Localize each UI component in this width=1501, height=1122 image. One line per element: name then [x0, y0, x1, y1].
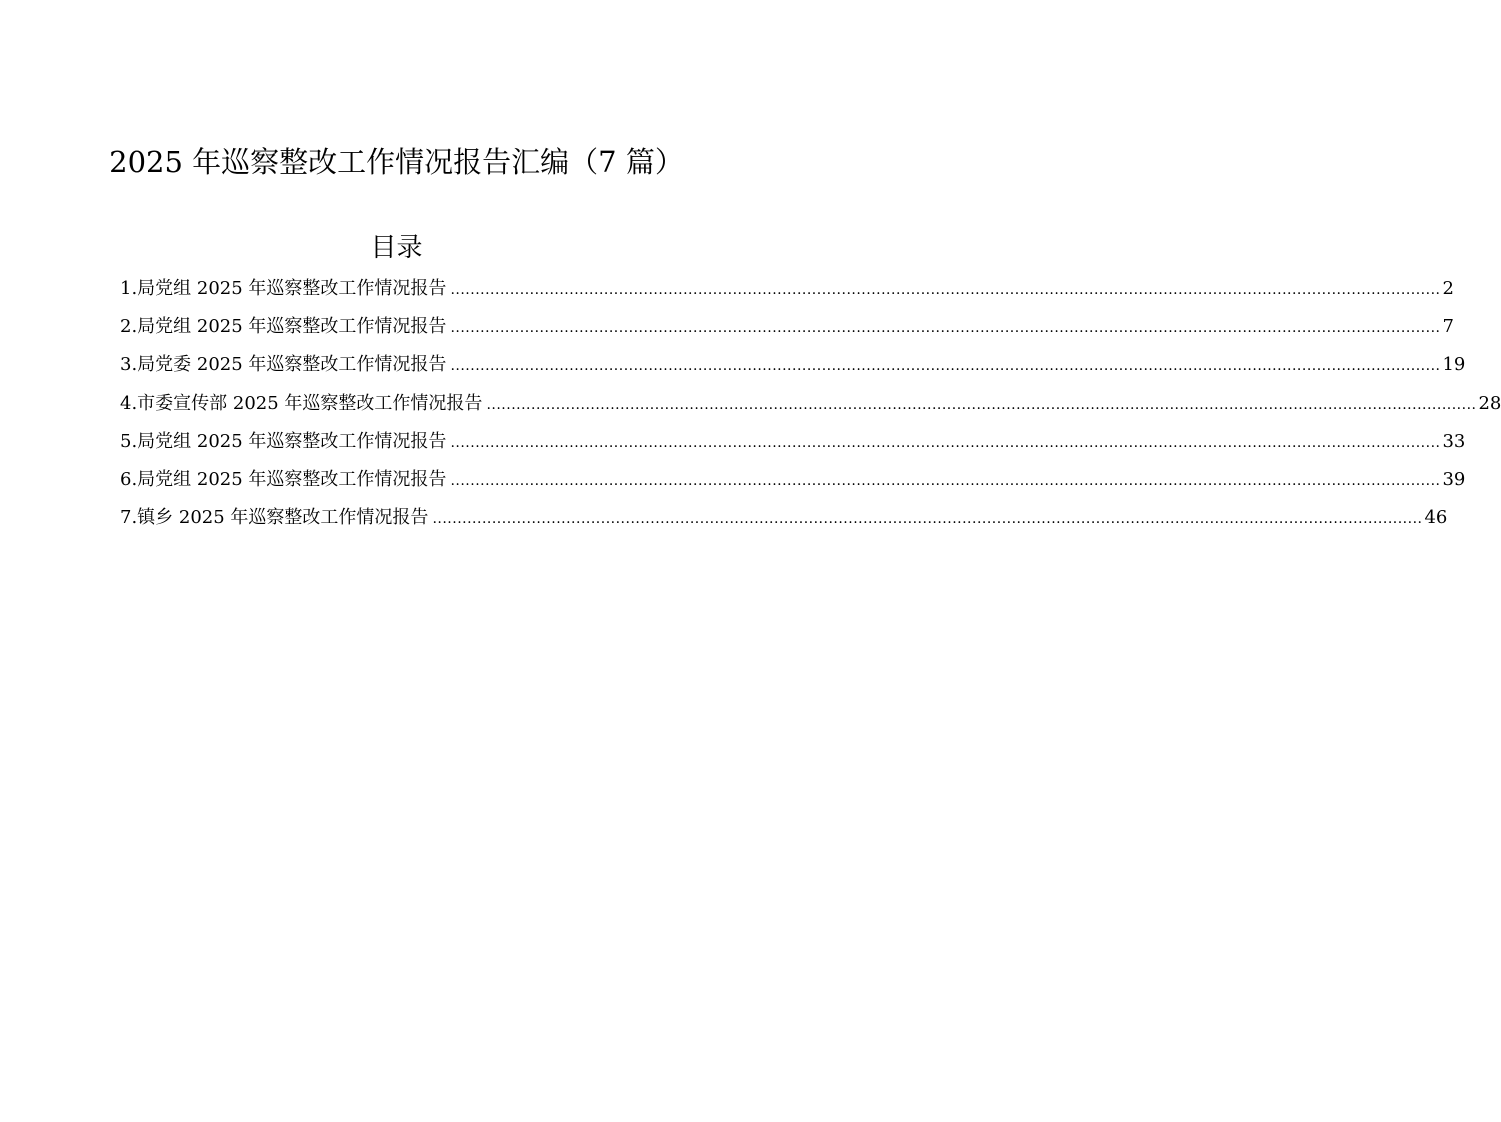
toc-entry-2[interactable]	[120, 314, 1454, 352]
toc-leader-dots: ........................................................................................................................................................................................................	[450, 282, 1441, 298]
toc-leader-dots: ........................................................................................................................................................................................................	[486, 396, 1477, 413]
toc-entry-page: 39	[1442, 468, 1466, 490]
toc-entry-4[interactable]	[120, 391, 1501, 429]
toc-entry-page: 2	[1442, 278, 1454, 299]
toc-entry-text: 1.局党组 2025 年巡察整改工作情况报告	[120, 278, 447, 299]
toc-entry-text: 7.镇乡 2025 年巡察整改工作情况报告	[120, 507, 429, 529]
toc-entry-1[interactable]	[120, 276, 1454, 314]
toc-entry-page: 28	[1478, 392, 1501, 414]
toc-entry-page: 7	[1442, 316, 1454, 338]
toc-entry-7[interactable]	[120, 505, 1448, 543]
toc-leader-dots: ........................................................................................................................................................................................................	[450, 472, 1441, 489]
toc-leader-dots: ........................................................................................................................................................................................................	[450, 320, 1441, 337]
toc-leader-dots: ........................................................................................................................................................................................................	[450, 358, 1441, 375]
toc-entry-3[interactable]	[120, 352, 1466, 390]
toc-entry-page: 33	[1442, 430, 1466, 452]
table-of-contents	[120, 276, 1501, 543]
toc-entry-page: 19	[1442, 354, 1466, 376]
toc-heading: 目录	[370, 233, 423, 263]
toc-entry-text: 6.局党组 2025 年巡察整改工作情况报告	[120, 468, 447, 490]
toc-entry-text: 3.局党委 2025 年巡察整改工作情况报告	[120, 354, 447, 376]
toc-leader-dots: ........................................................................................................................................................................................................	[450, 434, 1441, 451]
toc-leader-dots: ........................................................................................................................................................................................................	[432, 511, 1423, 528]
toc-entry-text: 2.局党组 2025 年巡察整改工作情况报告	[120, 316, 447, 338]
toc-entry-6[interactable]	[120, 467, 1466, 505]
toc-entry-text: 5.局党组 2025 年巡察整改工作情况报告	[120, 430, 447, 452]
toc-entry-text: 4.市委宣传部 2025 年巡察整改工作情况报告	[120, 392, 483, 414]
document-title: 2025 年巡察整改工作情况报告汇编（7 篇）	[109, 145, 684, 179]
toc-entry-5[interactable]	[120, 429, 1466, 467]
toc-entry-page: 46	[1424, 507, 1448, 529]
